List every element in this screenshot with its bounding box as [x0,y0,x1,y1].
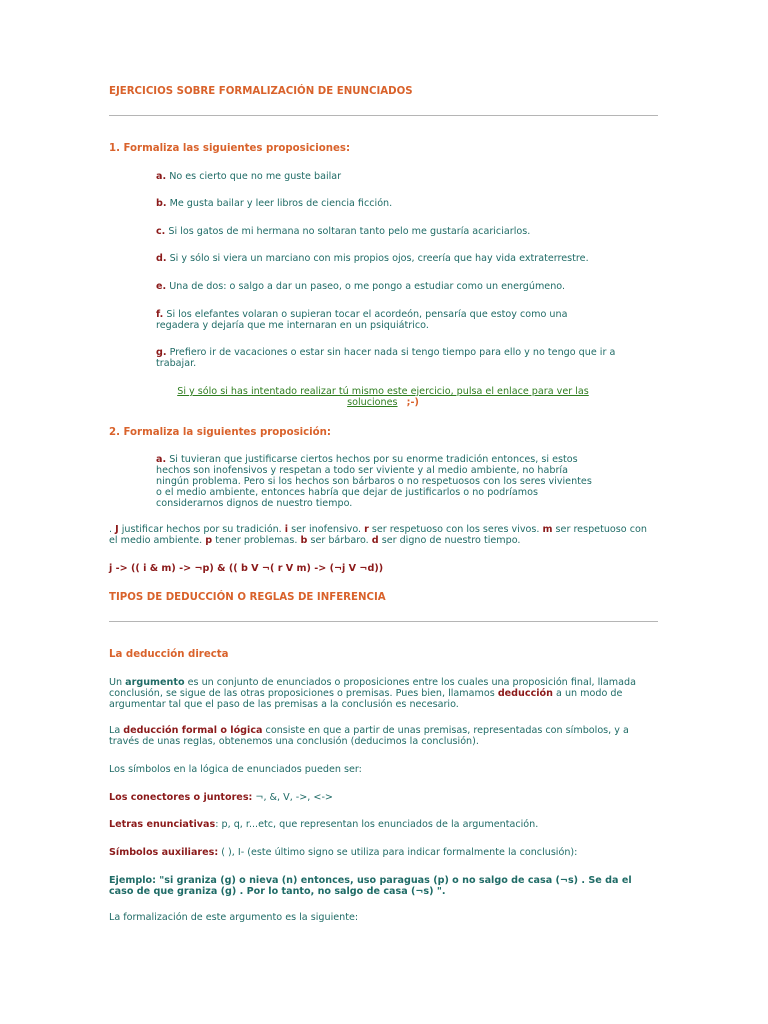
subheading: La deducción directa [109,649,229,660]
item-label: b. [156,198,167,209]
page-title: EJERCICIOS SOBRE FORMALIZACIÓN DE ENUNCIADOS [109,86,413,97]
term-deduccion: deducción [497,688,553,699]
legend-desc: ser digno de nuestro tiempo. [378,535,521,546]
legend-symbol: i [284,524,289,535]
item-label: e. [156,281,167,292]
term-letras: Letras enunciativas [109,819,216,830]
paragraph-deduccion-formal [109,725,639,747]
paragraph-formalizacion: La formalización de este argumento es la siguiente: [109,912,359,923]
item-label: f. [156,309,164,320]
term-argumento: argumento [125,677,185,688]
list-item-e [156,281,616,292]
paragraph-argumento [109,677,647,710]
term-deduccion-formal: deducción formal o lógica [123,725,263,736]
formula: j -> (( i & m) -> ¬p) & (( b V ¬( r V m) -> (¬j V ¬d)) [109,563,384,574]
item-text: Si y sólo si viera un marciano con mis propios ojos, creería que hay vida extraterrestre. [169,253,589,264]
legend-desc: justificar hechos por su tradición. [118,524,285,535]
legend-symbol: J [115,524,119,535]
item-label: a. [156,171,167,182]
paragraph-simbolos: Los símbolos en la lógica de enunciados pueden ser: [109,764,362,775]
symbol-legend [109,524,657,546]
text-run: es un conjunto de enunciados o proposiciones entre los cuales una proposición final, llamada conclusión, se sigue de las otras proposiciones o premisas. Pues bien, llamamos [109,677,636,699]
item-text: Si los elefantes volaran o supieran tocar el acordeón, pensaría que estoy como una regadera y dejaría que me internaran en un psiquiátrico. [156,309,568,331]
item-text: Prefiero ir de vacaciones o estar sin hacer nada si tengo tiempo para ello y no tengo que ir a trabajar. [156,347,616,369]
legend-desc: ser bárbaro. [307,535,372,546]
legend-desc: ser respetuoso con el medio ambiente. [109,524,647,546]
legend-desc: tener problemas. [212,535,301,546]
wink-emoticon: ;-) [406,397,419,408]
text-run: : p, q, r...etc, que representan los enunciados de la argumentación. [215,819,539,830]
legend-desc: ser inofensivo. [288,524,365,535]
legend-symbol: r [364,524,369,535]
section1-heading: 1. Formaliza las siguientes proposiciones: [109,143,351,154]
legend-symbol: p [205,535,213,546]
section3-heading: TIPOS DE DEDUCCIÓN O REGLAS DE INFERENCIA [109,592,386,603]
paragraph-auxiliares [109,847,654,858]
item-text: Una de dos: o salgo a dar un paseo, o me pongo a estudiar como un energúmeno. [169,281,566,292]
item-label: a. [156,454,167,465]
list-item-c [156,226,616,237]
list-item-f [156,309,576,331]
term-auxiliares: Símbolos auxiliares: [109,847,219,858]
divider [109,115,658,116]
paragraph-conectores [109,792,654,803]
legend-symbol: m [542,524,553,535]
legend-symbol: d [371,535,379,546]
item-text: No es cierto que no me guste bailar [169,171,342,182]
legend-symbol: b [300,535,308,546]
item-text: Si tuvieran que justificarse ciertos hechos por su enorme tradición entonces, si estos hechos son inofensivos y respetan a todo ser viviente y al medio ambiente, no habría ningún problema. Pero si los hechos son bárbaros o no respetuosos con los seres vivientes o el medio ambiente, entonces habría que dejar de justificarlos o no podríamos considerarnos dignos de nuestro tiempo. [156,454,592,509]
text-run: ( ), I- (este último signo se utiliza para indicar formalmente la conclusión): [218,847,578,858]
legend-prefix: . [109,524,116,535]
list-item-g [156,347,618,369]
solutions-link-block [168,386,598,408]
item-label: c. [156,226,166,237]
text-run: ¬, &, V, ->, <-> [252,792,333,803]
text-run: La [109,725,124,736]
section2-item-a [156,454,596,509]
paragraph-ejemplo: Ejemplo: "si graniza (g) o nieva (n) entonces, uso paraguas (p) o no salgo de casa (¬s) . Se da el caso de que graniza (g) . Por lo tanto, no salgo de casa (¬s) ". [109,875,632,897]
item-text: Me gusta bailar y leer libros de ciencia ficción. [169,198,393,209]
term-conectores: Los conectores o juntores: [109,792,253,803]
item-label: g. [156,347,167,358]
list-item-b [156,198,616,209]
text-run: a un modo de argumentar tal que el paso de las premisas a la conclusión es necesario. [109,688,623,710]
legend-desc: ser respetuoso con los seres vivos. [368,524,543,535]
list-item-a [156,171,616,182]
list-item-d [156,253,616,264]
text-run: Un [109,677,126,688]
solutions-link[interactable]: Si y sólo si has intentado realizar tú mismo este ejercicio, pulsa el enlace para ver las soluciones [177,386,589,408]
text-run: consiste en que a partir de unas premisas, representadas con símbolos, y a través de unas reglas, obtenemos una conclusión (deducimos la conclusión). [109,725,629,747]
item-text: Si los gatos de mi hermana no soltaran tanto pelo me gustaría acariciarlos. [168,226,531,237]
item-label: d. [156,253,167,264]
paragraph-letras [109,819,654,830]
section2-heading: 2. Formaliza la siguientes proposición: [109,427,331,438]
divider [109,621,658,622]
